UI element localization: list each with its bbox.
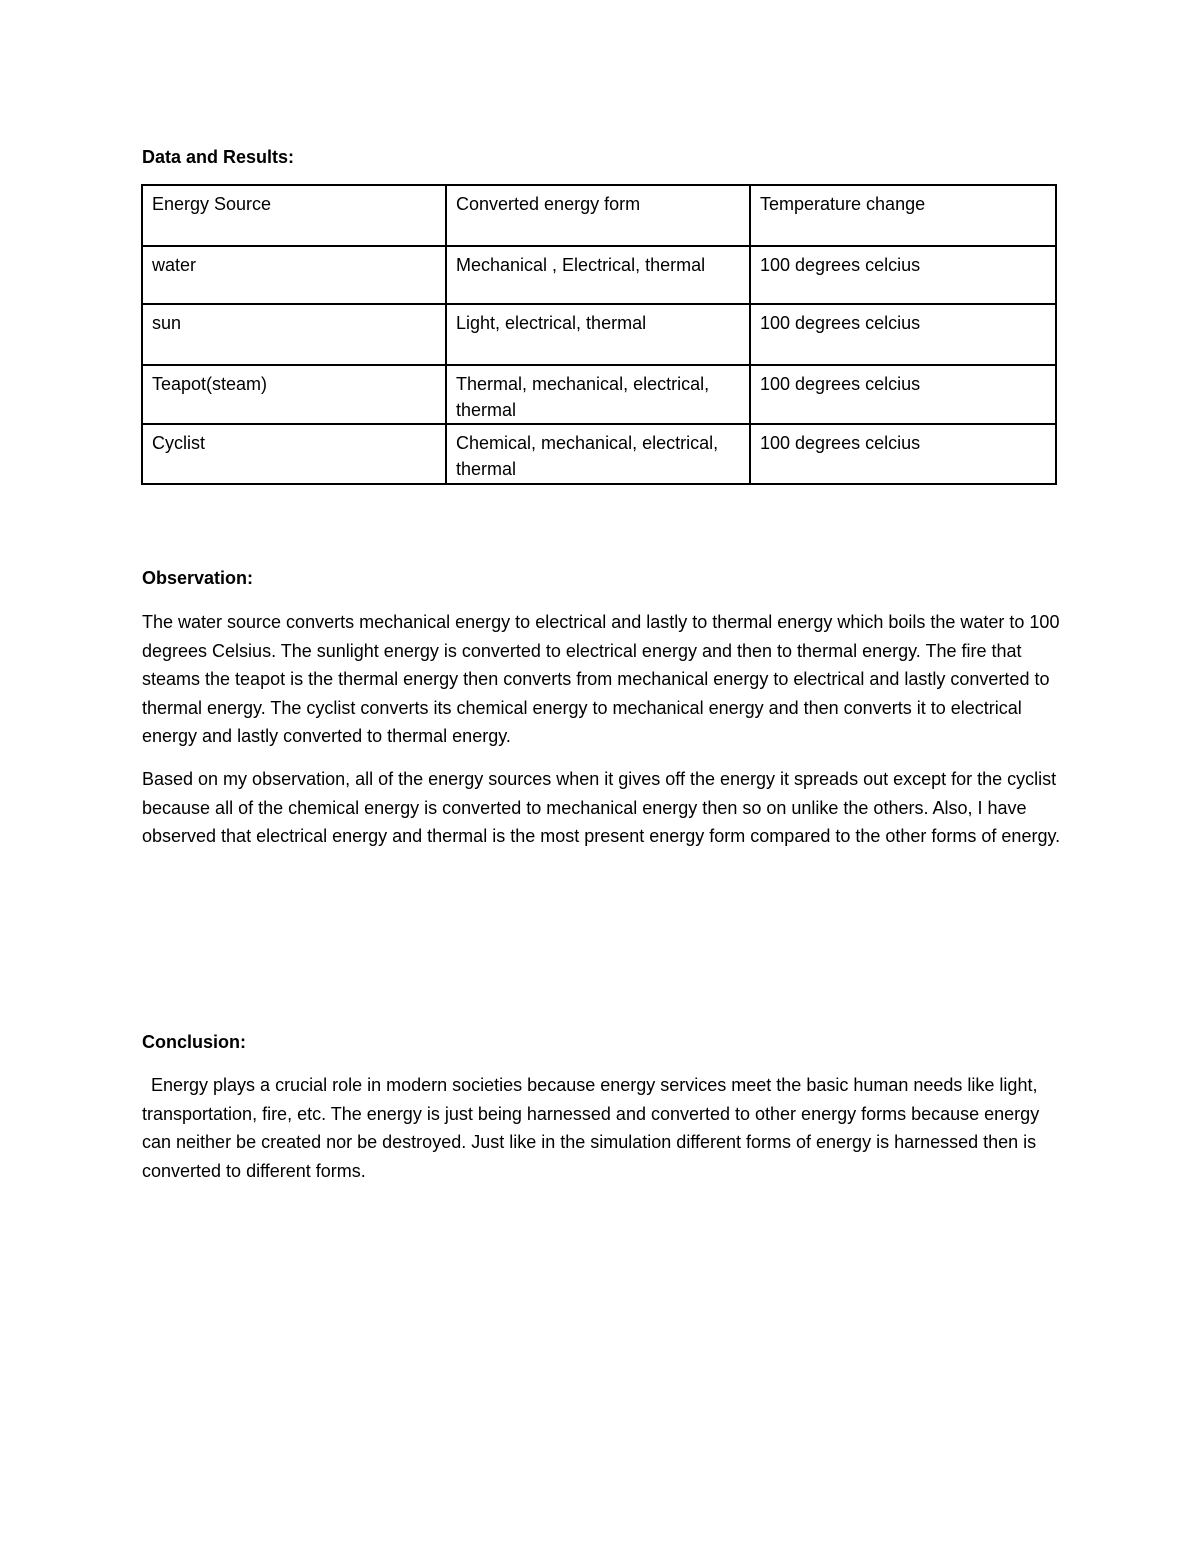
table-row: [142, 304, 1056, 365]
header-cell-energy-source: Energy Source: [142, 185, 446, 246]
table-cell: 100 degrees celcius: [750, 424, 1056, 484]
header-cell-converted-energy-form: Converted energy form: [446, 185, 750, 246]
table-cell: Chemical, mechanical, electrical, thermal: [446, 424, 750, 484]
table-cell: 100 degrees celcius: [750, 246, 1056, 304]
table-row: [142, 246, 1056, 304]
conclusion-paragraph: Energy plays a crucial role in modern societies because energy services meet the basic human needs like light, transportation, fire, etc. The energy is just being harnessed and converted to other energy forms because energy can neither be created nor be destroyed. Just like in the simulation different forms of energy is harnessed then is converted to different forms.: [142, 1075, 1040, 1181]
table-cell: Light, electrical, thermal: [446, 304, 750, 365]
table-cell: 100 degrees celcius: [750, 365, 1056, 424]
table-cell: sun: [142, 304, 446, 365]
table-cell: water: [142, 246, 446, 304]
table-cell: Mechanical , Electrical, thermal: [446, 246, 750, 304]
table-cell: Cyclist: [142, 424, 446, 484]
table-row: [142, 365, 1056, 424]
conclusion-heading: Conclusion:: [142, 1032, 246, 1052]
results-table: [141, 184, 1057, 485]
table-cell: 100 degrees celcius: [750, 304, 1056, 365]
table-cell: Thermal, mechanical, electrical, thermal: [446, 365, 750, 424]
table-row: [142, 424, 1056, 484]
table-header-row: [142, 185, 1056, 246]
table-cell: Teapot(steam): [142, 365, 446, 424]
header-cell-temperature-change: Temperature change: [750, 185, 1056, 246]
observation-paragraph: Based on my observation, all of the energy sources when it gives off the energy it spreads out except for the cyclist because all of the chemical energy is converted to mechanical energy then so on unlike the others. Also, I have observed that electrical energy and thermal is the most present energy form compared to the other forms of energy.: [142, 769, 1061, 846]
data-and-results-heading: Data and Results:: [142, 147, 295, 167]
observation-paragraph: The water source converts mechanical energy to electrical and lastly to thermal energy which boils the water to 100 degrees Celsius. The sunlight energy is converted to electrical energy and then to thermal energy. The fire that steams the teapot is the thermal energy then converts from mechanical energy to electrical and lastly converted to thermal energy. The cyclist converts its chemical energy to mechanical energy and then converts it to electrical energy and lastly converted to thermal energy.: [142, 612, 1060, 746]
observation-heading: Observation:: [142, 568, 254, 588]
